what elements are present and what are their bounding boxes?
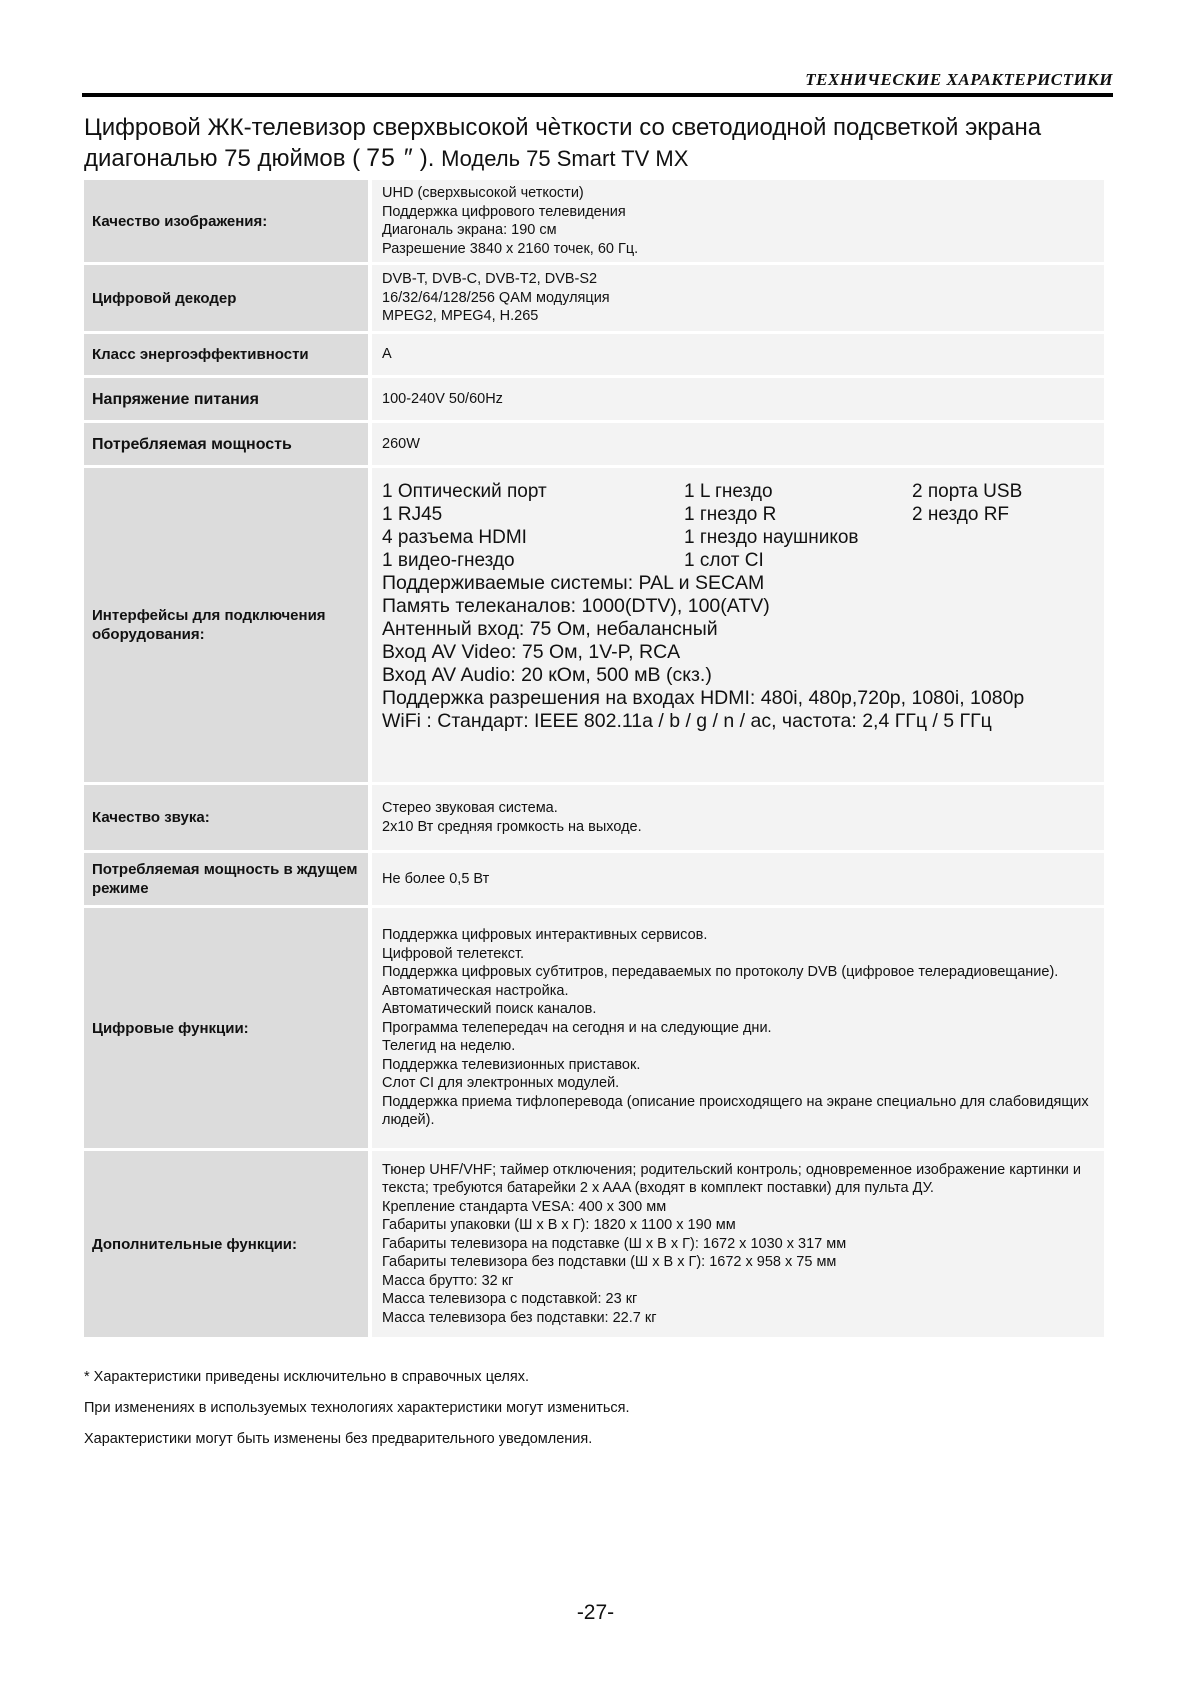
interface-line: Память телеканалов: 1000(DTV), 100(ATV) [382,595,770,617]
spec-value-standby [372,853,1104,905]
title-suffix: ). [419,145,435,172]
interfaces-column-2 [684,480,912,572]
title-line-1: Цифровой ЖК-телевизор сверхвысокой чѐткости со светодиодной подсветкой экрана [84,114,1042,141]
footnote: Характеристики могут быть изменены без предварительного уведомления. [84,1431,593,1447]
spec-line: DVB-T, DVB-C, DVB-T2, DVB-S2 [382,271,598,288]
spec-line: Автоматическая настройка. [382,982,569,999]
title-size: 75 ″ [366,144,414,172]
spec-value-interfaces [372,468,1104,782]
spec-row-interfaces [84,468,1104,782]
spec-label-power: Потребляемая мощность [84,423,368,465]
spec-label-standby: Потребляемая мощность в ждущем режиме [84,853,368,905]
spec-value-power [372,423,1104,465]
spec-line: Телегид на неделю. [382,1038,516,1055]
spec-value-sound [372,785,1104,850]
interfaces-column-1 [382,480,684,572]
spec-line: Программа телепередач на сегодня и на следующие дни. [382,1019,772,1036]
spec-line: Не более 0,5 Вт [382,870,490,887]
spec-line: Масса брутто: 32 кг [382,1272,514,1289]
spec-line: 2x10 Вт средняя громкость на выходе. [382,818,642,835]
header-divider [82,93,1113,97]
spec-label-interfaces: Интерфейсы для подключения оборудования: [84,468,368,782]
spec-row-standby [84,853,1104,905]
spec-label-voltage: Напряжение питания [84,378,368,420]
spec-line: Поддержка цифрового телевидения [382,203,626,220]
interface-item: 1 гнездо R [684,504,777,525]
interface-line: Вход AV Video: 75 Ом, 1V-P, RCA [382,641,681,663]
interface-item: 1 Оптический порт [382,481,547,502]
interface-item: 2 нездо RF [912,504,1010,525]
interface-item: 4 разъема HDMI [382,527,527,548]
interface-item: 2 порта USB [912,481,1023,502]
footnote: При изменениях в используемых технологиях характеристики могут измениться. [84,1400,630,1416]
document-title [84,113,1124,174]
spec-table [84,180,1104,1340]
spec-line: Стерео звуковая система. [382,800,558,816]
spec-line: Поддержка цифровых субтитров, передаваемых по протоколу DVB (цифровое телерадиовещание). [382,964,1059,981]
spec-line: Габариты телевизора на подставке (Ш x В x Г): 1672 x 1030 x 317 мм [382,1235,847,1252]
interface-line: WiFi : Стандарт: IEEE 802.11a / b / g / n / ac, частота: 2,4 ГГц / 5 ГГц [382,710,992,732]
spec-label-picture: Качество изображения: [84,180,368,262]
spec-row-picture [84,180,1104,262]
spec-line: 100-240V 50/60Hz [382,390,503,407]
spec-line: MPEG2, MPEG4, H.265 [382,308,539,325]
spec-line: Габариты телевизора без подставки (Ш x В x Г): 1672 x 958 x 75 мм [382,1254,837,1271]
spec-row-decoder [84,265,1104,331]
spec-value-energy [372,334,1104,375]
interfaces-column-3 [912,480,1072,572]
spec-line: Поддержка телевизионных приставок. [382,1056,641,1073]
spec-line: Крепление стандарта VESA: 400 x 300 мм [382,1198,667,1215]
spec-row-extra [84,1151,1104,1337]
spec-line: Масса телевизора без подставки: 22.7 кг [382,1309,657,1326]
spec-label-decoder: Цифровой декодер [84,265,368,331]
footnote: * Характеристики приведены исключительно в справочных целях. [84,1369,530,1385]
spec-line: Автоматический поиск каналов. [382,1001,597,1018]
spec-label-sound: Качество звука: [84,785,368,850]
spec-label-extra: Дополнительные функции: [84,1151,368,1337]
spec-line: Слот CI для электронных модулей. [382,1075,620,1092]
spec-row-power [84,423,1104,465]
spec-line: Масса телевизора с подставкой: 23 кг [382,1291,638,1308]
spec-row-voltage [84,378,1104,420]
interface-item: 1 слот CI [684,550,764,571]
spec-line: Габариты упаковки (Ш x В x Г): 1820 x 1100 x 190 мм [382,1217,736,1234]
spec-row-energy [84,334,1104,375]
spec-line: Цифровой телетекст. [382,945,525,962]
interfaces-grid [382,480,1094,572]
interface-item: 1 гнездо наушников [684,527,859,548]
spec-label-digital: Цифровые функции: [84,908,368,1148]
spec-value-voltage [372,378,1104,420]
interface-line: Поддерживаемые системы: PAL и SECAM [382,572,765,594]
interface-item: 1 RJ45 [382,504,443,525]
spec-value-picture [372,180,1104,262]
title-model: Модель 75 Smart TV MX [441,146,689,171]
page-number: -27- [576,1601,615,1624]
spec-value-decoder [372,265,1104,331]
spec-line: 16/32/64/128/256 QAM модуляция [382,289,610,306]
spec-line: Поддержка приема тифлоперевода (описание происходящего на экране специально для слабовидящих людей). [382,1093,1089,1129]
footnotes [84,1362,630,1455]
title-diagonal-text: диагональю 75 дюймов ( [84,145,361,172]
spec-row-digital [84,908,1104,1148]
interface-item: 1 L гнездо [684,481,773,502]
interface-line: Вход AV Audio: 20 кОм, 500 мВ (скз.) [382,664,712,686]
interface-item: 1 видео-гнездо [382,550,515,571]
spec-line: UHD (сверхвысокой четкости) [382,185,584,201]
spec-line: Разрешение 3840 x 2160 точек, 60 Гц. [382,240,639,257]
spec-value-extra [372,1151,1104,1337]
spec-value-digital [372,908,1104,1148]
spec-label-energy: Класс энергоэффективности [84,334,368,375]
interface-line: Антенный вход: 75 Ом, небалансный [382,618,718,640]
spec-line: Поддержка цифровых интерактивных сервисов. [382,927,708,944]
spec-row-sound [84,785,1104,850]
title-line-2 [84,143,1124,174]
spec-line: Диагональ экрана: 190 см [382,222,557,238]
section-header-title: ТЕХНИЧЕСКИЕ ХАРАКТЕРИСТИКИ [805,70,1113,89]
spec-line: A [382,346,392,363]
spec-line: 260W [382,435,420,452]
spec-line: Тюнер UHF/VHF; таймер отключения; родительский контроль; одновременное изображение картинки и текста; требуются батарейки 2 x AAA (входят в комплект поставки) для пульта ДУ. [382,1161,1081,1197]
interface-line: Поддержка разрешения на входах HDMI: 480i, 480p,720p, 1080i, 1080p [382,687,1025,709]
